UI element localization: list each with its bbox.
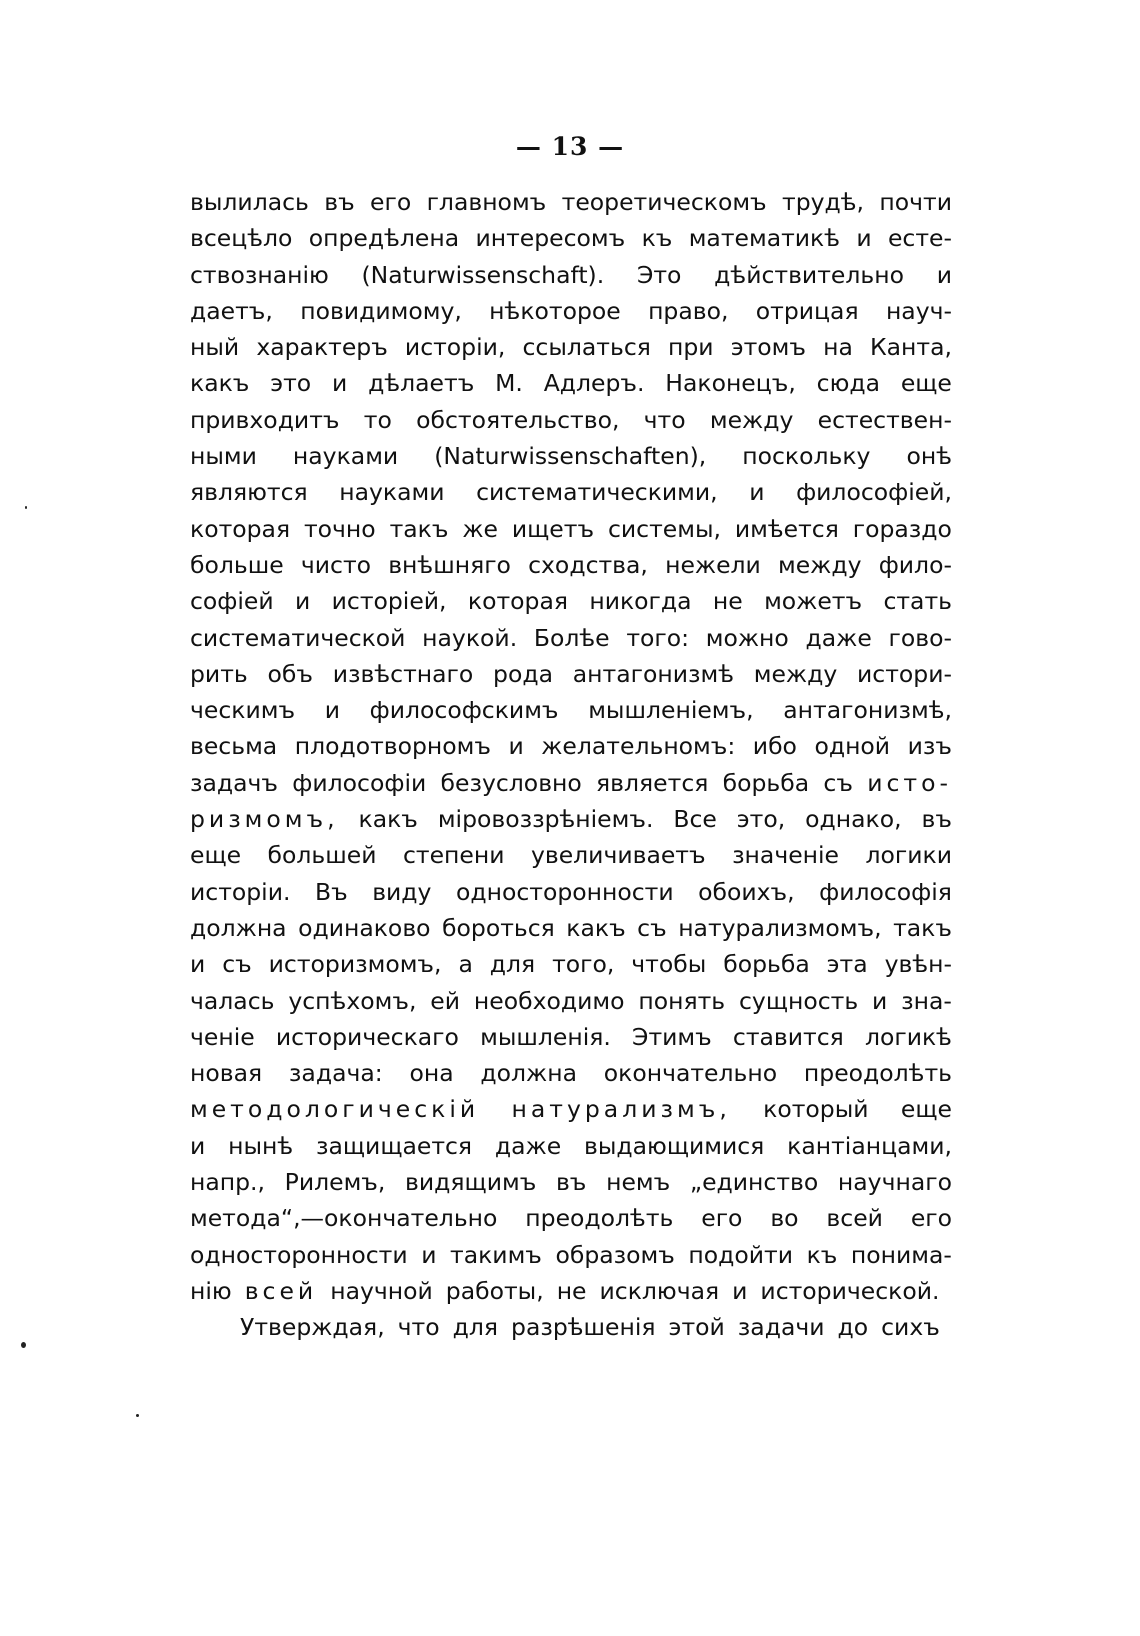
text-word: задачъ xyxy=(190,768,279,797)
text-word: онѣ xyxy=(906,442,952,471)
text-word: повидимому, xyxy=(300,296,462,325)
text-word: натурализмъ, xyxy=(511,1095,731,1124)
text-line-23 xyxy=(190,983,952,1019)
text-word: изъ xyxy=(907,732,952,761)
text-line-6 xyxy=(190,365,952,401)
text-word: Утверждая, xyxy=(240,1313,385,1342)
text-word: увеличиваетъ xyxy=(530,841,706,870)
text-word: на xyxy=(823,333,853,362)
text-line-18 xyxy=(190,801,952,837)
text-word: науч- xyxy=(885,296,952,325)
text-word: новая xyxy=(190,1059,263,1088)
text-word: даже xyxy=(494,1131,562,1160)
text-word: ризмомъ, xyxy=(190,805,339,834)
text-word: что xyxy=(643,405,686,434)
text-word: еще xyxy=(190,841,242,870)
text-word: и xyxy=(856,224,872,253)
text-word: увѣн- xyxy=(884,950,952,979)
text-word: желательномъ: xyxy=(541,732,736,761)
text-line-17 xyxy=(190,765,952,801)
text-word: что xyxy=(397,1313,440,1342)
text-word: сущность xyxy=(739,986,859,1015)
text-word: которая xyxy=(190,514,291,543)
text-word: Рилемъ, xyxy=(284,1168,386,1197)
page-number: — 13 — xyxy=(515,132,625,161)
text-line-8 xyxy=(190,438,952,474)
text-word: между xyxy=(709,405,794,434)
text-word: еще xyxy=(900,369,952,398)
text-word: этой xyxy=(668,1313,725,1342)
text-word: Болѣе xyxy=(533,623,610,652)
text-word: и xyxy=(936,260,952,289)
text-word: философіей, xyxy=(796,478,952,507)
text-word: съ xyxy=(637,913,667,942)
text-word: при xyxy=(668,333,714,362)
text-word: ный xyxy=(190,333,240,362)
text-word: бороться xyxy=(442,913,555,942)
text-word: дѣйствительно xyxy=(714,260,904,289)
text-word: исторической. xyxy=(760,1276,940,1305)
text-word: міровоззрѣніемъ. xyxy=(437,805,654,834)
text-word: даже xyxy=(805,623,872,652)
scan-speck xyxy=(136,1414,139,1417)
text-word: внѣшняго xyxy=(388,550,511,579)
text-word: понима- xyxy=(850,1240,952,1269)
text-word: это xyxy=(270,369,312,398)
text-word: систематической xyxy=(190,623,406,652)
text-word: во xyxy=(770,1204,799,1233)
text-line-27 xyxy=(190,1128,952,1164)
text-word: одной xyxy=(814,732,891,761)
text-word: немъ xyxy=(606,1168,671,1197)
text-word: не xyxy=(712,587,743,616)
text-line-7 xyxy=(190,402,952,438)
text-word: понять xyxy=(638,986,726,1015)
text-word: между xyxy=(778,550,862,579)
text-line-32 xyxy=(190,1309,952,1345)
text-word: виду xyxy=(372,877,432,906)
text-word: Все xyxy=(673,805,717,834)
text-word: и xyxy=(324,696,340,725)
text-word: гово- xyxy=(888,623,952,652)
text-line-31 xyxy=(190,1273,952,1309)
text-word: къ xyxy=(641,224,673,253)
text-line-3 xyxy=(190,257,952,293)
text-word: всецѣло xyxy=(190,224,293,253)
text-word: даетъ, xyxy=(190,296,273,325)
text-word: чисто xyxy=(300,550,372,579)
text-word: зна- xyxy=(901,986,952,1015)
text-word: это, xyxy=(736,805,786,834)
text-word: сихъ xyxy=(881,1313,940,1342)
text-line-4 xyxy=(190,293,952,329)
text-word: стать xyxy=(883,587,952,616)
text-word: нѣкоторое xyxy=(489,296,621,325)
text-word: не xyxy=(556,1276,587,1305)
text-word: мышленія. xyxy=(480,1022,611,1051)
text-word: характеръ xyxy=(256,333,388,362)
text-line-9 xyxy=(190,474,952,510)
text-word: и xyxy=(295,587,311,616)
text-word: борьба xyxy=(722,768,810,797)
text-word: логикѣ xyxy=(864,1022,952,1051)
text-word: антагонизмѣ xyxy=(572,659,734,688)
text-word: Канта, xyxy=(869,333,952,362)
text-word: обоихъ, xyxy=(698,877,795,906)
text-word: (Naturwissenschaft). xyxy=(361,260,605,289)
text-word: всей xyxy=(826,1204,883,1233)
text-word: же xyxy=(462,514,498,543)
text-word: интересомъ xyxy=(475,224,626,253)
text-word: для xyxy=(452,1313,499,1342)
text-word: больше xyxy=(190,550,284,579)
text-word: исторіи. xyxy=(190,877,291,906)
text-word: безусловно xyxy=(440,768,582,797)
text-word: въ xyxy=(555,1168,587,1197)
text-word: теоретическомъ xyxy=(561,188,767,216)
text-line-11 xyxy=(190,547,952,583)
text-word: степени xyxy=(402,841,505,870)
text-word: подойти xyxy=(688,1240,794,1269)
text-line-1 xyxy=(190,184,952,220)
text-word: науками xyxy=(292,442,399,471)
text-word: работы, xyxy=(445,1276,544,1305)
text-word: и xyxy=(872,986,888,1015)
text-word: однако, xyxy=(805,805,902,834)
text-word: ческимъ xyxy=(190,696,296,725)
text-word: и xyxy=(190,950,206,979)
text-word: логики xyxy=(865,841,952,870)
text-word: метода“,—окончательно xyxy=(190,1204,498,1233)
text-word: борьба xyxy=(723,950,810,979)
text-line-25 xyxy=(190,1055,952,1091)
text-line-15 xyxy=(190,692,952,728)
text-line-5 xyxy=(190,329,952,365)
text-word: который xyxy=(763,1095,869,1124)
text-word: его xyxy=(701,1204,743,1233)
text-word: системы, xyxy=(607,514,721,543)
text-word: ибо xyxy=(752,732,797,761)
text-word: сюда xyxy=(816,369,881,398)
text-word: право, xyxy=(648,296,729,325)
text-word: между xyxy=(753,659,838,688)
text-word: и xyxy=(749,478,765,507)
text-line-26 xyxy=(190,1091,952,1127)
text-word: весьма xyxy=(190,732,278,761)
text-word: извѣстнаго xyxy=(332,659,474,688)
text-word: и xyxy=(421,1240,437,1269)
text-word: ссылаться xyxy=(522,333,651,362)
text-word: еще xyxy=(900,1095,952,1124)
text-word: ищетъ xyxy=(511,514,595,543)
text-word: историзмомъ, xyxy=(268,950,442,979)
text-word: и xyxy=(332,369,348,398)
text-word: задача: xyxy=(288,1059,383,1088)
text-word: образомъ xyxy=(555,1240,675,1269)
text-word: нежели xyxy=(665,550,761,579)
text-word: чтобы xyxy=(631,950,707,979)
text-word: то xyxy=(363,405,392,434)
text-line-19 xyxy=(190,837,952,873)
text-line-24 xyxy=(190,1019,952,1055)
text-word: трудѣ, xyxy=(782,188,865,216)
text-word: Адлеръ. xyxy=(543,369,645,398)
text-word: никогда xyxy=(589,587,692,616)
text-word: Въ xyxy=(314,877,348,906)
text-line-10 xyxy=(190,511,952,547)
text-word: необходимо xyxy=(473,986,625,1015)
text-word: а xyxy=(458,950,473,979)
text-line-16 xyxy=(190,728,952,764)
text-word: методологическій xyxy=(190,1095,480,1124)
text-word: которая xyxy=(467,587,568,616)
text-word: такимъ xyxy=(450,1240,542,1269)
text-word: Наконецъ, xyxy=(665,369,796,398)
text-word: „единство xyxy=(689,1168,819,1197)
text-word: видящимъ xyxy=(405,1168,537,1197)
text-word: къ xyxy=(806,1240,838,1269)
scan-speck xyxy=(25,506,27,509)
text-word: гораздо xyxy=(852,514,952,543)
text-word: антагонизмѣ, xyxy=(783,696,952,725)
text-word: выдающимися xyxy=(584,1131,765,1160)
text-word: односторонности xyxy=(455,877,674,906)
text-line-22 xyxy=(190,946,952,982)
text-word: историческаго xyxy=(275,1022,459,1051)
text-word: М. xyxy=(495,369,523,398)
text-word: рить xyxy=(190,659,248,688)
text-word: дѣлаетъ xyxy=(368,369,475,398)
text-word: въ xyxy=(324,188,355,216)
text-word: нію xyxy=(190,1276,232,1305)
text-word: поскольку xyxy=(742,442,871,471)
text-line-12 xyxy=(190,583,952,619)
text-word: философскимъ xyxy=(369,696,559,725)
text-word: ными xyxy=(190,442,257,471)
text-word: его xyxy=(370,188,412,216)
text-word: почти xyxy=(879,188,952,216)
text-word: того, xyxy=(552,950,615,979)
text-word: естествен- xyxy=(817,405,952,434)
text-word: и xyxy=(732,1276,748,1305)
text-line-13 xyxy=(190,620,952,656)
text-word: съ xyxy=(823,768,853,797)
text-word: нынѣ xyxy=(228,1131,294,1160)
text-word: большей xyxy=(267,841,377,870)
text-word: натурализмомъ, xyxy=(678,913,882,942)
text-word: исключая xyxy=(599,1276,720,1305)
text-word: главномъ xyxy=(426,188,547,216)
text-word: окончательно xyxy=(603,1059,778,1088)
text-word: плодотворномъ xyxy=(294,732,491,761)
text-word: его xyxy=(910,1204,952,1233)
text-word: имѣется xyxy=(734,514,839,543)
text-word: (Naturwissenschaften), xyxy=(434,442,707,471)
text-word: односторонности xyxy=(190,1240,408,1269)
text-word: сходства, xyxy=(528,550,648,579)
text-word: наукой. xyxy=(422,623,518,652)
text-word: философіи xyxy=(292,768,427,797)
text-word: обстоятельство, xyxy=(416,405,620,434)
text-word: ей xyxy=(430,986,461,1015)
text-word: науками xyxy=(339,478,445,507)
text-word: можно xyxy=(705,623,789,652)
text-word: вылилась xyxy=(190,188,309,216)
text-line-21 xyxy=(190,910,952,946)
text-word: можетъ xyxy=(764,587,863,616)
text-word: есте- xyxy=(887,224,952,253)
text-word: одинаково xyxy=(298,913,431,942)
text-word: научной xyxy=(330,1276,433,1305)
text-word: задачи xyxy=(737,1313,825,1342)
text-word: является xyxy=(596,768,709,797)
text-word: исторіи, xyxy=(404,333,506,362)
text-word: напр., xyxy=(190,1168,265,1197)
text-word: Этимъ xyxy=(632,1022,712,1051)
text-word: этомъ xyxy=(730,333,806,362)
text-word: какъ xyxy=(566,913,626,942)
text-word: преодолѣть xyxy=(525,1204,674,1233)
text-word: успѣхомъ, xyxy=(288,986,417,1015)
page-body-text xyxy=(190,184,952,1346)
text-line-2 xyxy=(190,220,952,256)
text-word: софіей xyxy=(190,587,274,616)
text-line-20 xyxy=(190,874,952,910)
text-word: отрицая xyxy=(755,296,859,325)
text-word: ченіе xyxy=(190,1022,255,1051)
text-word: какъ xyxy=(358,805,418,834)
text-word: въ xyxy=(921,805,952,834)
text-word: научнаго xyxy=(837,1168,952,1197)
text-word: для xyxy=(489,950,536,979)
text-line-14 xyxy=(190,656,952,692)
text-word: значеніе xyxy=(732,841,840,870)
text-word: фило- xyxy=(878,550,952,579)
text-word: того: xyxy=(626,623,690,652)
text-word: какъ xyxy=(190,369,250,398)
text-word: чалась xyxy=(190,986,275,1015)
text-word: математикѣ xyxy=(688,224,841,253)
text-word: исто- xyxy=(867,768,952,797)
text-word: разрѣшенія xyxy=(511,1313,656,1342)
text-word: преодолѣть xyxy=(803,1059,952,1088)
text-word: исторіей, xyxy=(331,587,447,616)
text-word: привходитъ xyxy=(190,405,340,434)
text-word: и xyxy=(508,732,524,761)
text-word: до xyxy=(837,1313,869,1342)
text-word: объ xyxy=(267,659,313,688)
text-line-28 xyxy=(190,1164,952,1200)
text-word: истори- xyxy=(857,659,952,688)
text-word: должна xyxy=(480,1059,577,1088)
text-word: мышленіемъ, xyxy=(588,696,754,725)
text-word: философія xyxy=(819,877,952,906)
text-word: Это xyxy=(636,260,682,289)
text-word: должна xyxy=(190,913,287,942)
text-word: являются xyxy=(190,478,308,507)
text-word: кантіанцами, xyxy=(787,1131,952,1160)
text-word: ставится xyxy=(732,1022,844,1051)
text-word: точно xyxy=(303,514,376,543)
text-word: ствознанію xyxy=(190,260,329,289)
scan-speck xyxy=(21,1342,26,1348)
text-word: всей xyxy=(244,1276,318,1305)
text-word: систематическими, xyxy=(476,478,718,507)
text-word: опредѣлена xyxy=(308,224,460,253)
text-word: она xyxy=(409,1059,454,1088)
text-word: защищается xyxy=(316,1131,473,1160)
text-word: и xyxy=(190,1131,206,1160)
text-word: съ xyxy=(222,950,252,979)
text-word: рода xyxy=(493,659,553,688)
text-line-29 xyxy=(190,1200,952,1236)
text-word: такъ xyxy=(389,514,449,543)
text-word: такъ xyxy=(893,913,952,942)
text-word: эта xyxy=(826,950,868,979)
text-line-30 xyxy=(190,1237,952,1273)
